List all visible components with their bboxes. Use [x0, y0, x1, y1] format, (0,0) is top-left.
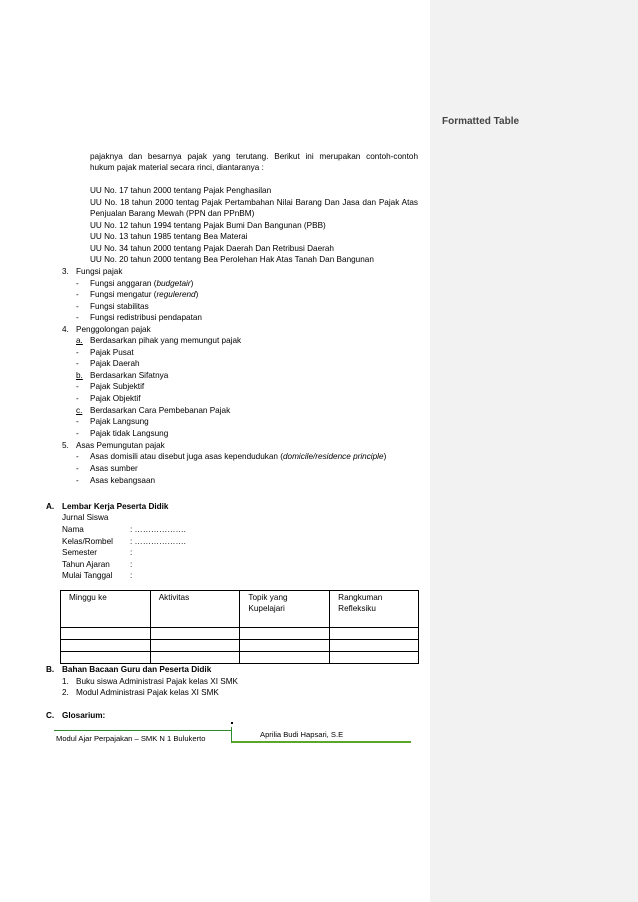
- group-item: Pajak Subjektif: [90, 382, 145, 391]
- table-cell[interactable]: [330, 628, 419, 640]
- table-header-cell[interactable]: Rangkuman Refleksiku: [330, 591, 419, 628]
- table-cell[interactable]: [240, 652, 330, 664]
- group-letter: c.: [76, 406, 83, 415]
- field-label: Kelas/Rombel: [62, 537, 113, 546]
- field-value: :: [130, 571, 133, 580]
- law-item: UU No. 12 tahun 1994 tentang Pajak Bumi Dan Bangunan (PBB): [90, 221, 326, 230]
- bullet-dash: -: [76, 429, 79, 438]
- bullet-dash: -: [76, 290, 79, 299]
- table-cell[interactable]: [150, 640, 240, 652]
- table-cell[interactable]: [150, 628, 240, 640]
- jurnal-table: [60, 590, 419, 664]
- section-b-letter: B.: [46, 665, 55, 674]
- penggolongan-title: Penggolongan pajak: [76, 325, 151, 334]
- section-c-title: Glosarium:: [62, 711, 106, 720]
- group-title: Berdasarkan Sifatnya: [90, 371, 169, 380]
- field-label: Tahun Ajaran: [62, 560, 110, 569]
- field-value: : ……………….: [130, 537, 186, 546]
- bullet-dash: -: [76, 452, 79, 461]
- bullet-dash: -: [76, 302, 79, 311]
- list-number: 5.: [62, 441, 69, 450]
- table-row: [61, 652, 419, 664]
- bullet-dash: -: [76, 394, 79, 403]
- list-number: 1.: [62, 677, 69, 686]
- field-label: Mulai Tanggal: [62, 571, 113, 580]
- asas-item: Asas kebangsaan: [90, 476, 156, 485]
- footer-mark: [231, 722, 233, 724]
- bullet-dash: -: [76, 464, 79, 473]
- table-cell[interactable]: [240, 628, 330, 640]
- footer-right-text: Aprilia Budi Hapsari, S.E: [260, 730, 344, 739]
- bullet-dash: -: [76, 348, 79, 357]
- table-row: [61, 628, 419, 640]
- group-item: Pajak Pusat: [90, 348, 134, 357]
- fungsi-title: Fungsi pajak: [76, 267, 123, 276]
- law-item: UU No. 18 tahun 2000 tentag Pajak Pertambahan Nilai Barang Dan Jasa dan Pajak Atas: [90, 198, 418, 207]
- law-item: UU No. 17 tahun 2000 tentang Pajak Penghasilan: [90, 186, 272, 195]
- section-a-subtitle: Jurnal Siswa: [62, 513, 109, 522]
- bullet-dash: -: [76, 279, 79, 288]
- bullet-dash: -: [76, 359, 79, 368]
- section-b-title: Bahan Bacaan Guru dan Peserta Didik: [62, 665, 212, 674]
- law-item: UU No. 34 tahun 2000 tentang Pajak Daerah Dan Retribusi Daerah: [90, 244, 334, 253]
- field-label: Nama: [62, 525, 84, 534]
- reading-item: Buku siswa Administrasi Pajak kelas XI SMK: [76, 677, 238, 686]
- comment-margin-pane: [430, 0, 638, 902]
- group-item: Pajak Objektif: [90, 394, 141, 403]
- list-number: 4.: [62, 325, 69, 334]
- list-number: 3.: [62, 267, 69, 276]
- table-cell[interactable]: [330, 652, 419, 664]
- field-value: :: [130, 560, 133, 569]
- group-item: Pajak Daerah: [90, 359, 140, 368]
- table-row: [61, 640, 419, 652]
- table-header-cell[interactable]: Aktivitas: [150, 591, 240, 628]
- group-title: Berdasarkan Cara Pembebanan Pajak: [90, 406, 231, 415]
- table-cell[interactable]: [150, 652, 240, 664]
- fungsi-item: Fungsi redistribusi pendapatan: [90, 313, 202, 322]
- reading-item: Modul Administrasi Pajak kelas XI SMK: [76, 688, 219, 697]
- bullet-dash: -: [76, 417, 79, 426]
- group-letter: a.: [76, 336, 83, 345]
- list-number: 2.: [62, 688, 69, 697]
- footer-left-box: [54, 730, 231, 744]
- field-value: :: [130, 548, 133, 557]
- table-cell[interactable]: [240, 640, 330, 652]
- fungsi-item: Fungsi stabilitas: [90, 302, 149, 311]
- section-a-letter: A.: [46, 502, 55, 511]
- intro-line-1: pajaknya dan besarnya pajak yang terutang. Berikut ini merupakan contoh-contoh: [90, 152, 418, 161]
- law-item: Penjualan Barang Mewah (PPN dan PPnBM): [90, 209, 255, 218]
- fungsi-item: Fungsi anggaran (budgetair): [90, 279, 194, 288]
- table-header-cell[interactable]: Topik yang Kupelajari: [240, 591, 330, 628]
- footer-right-box: [231, 727, 411, 743]
- table-cell[interactable]: [61, 652, 151, 664]
- bullet-dash: -: [76, 313, 79, 322]
- asas-item: Asas sumber: [90, 464, 138, 473]
- asas-title: Asas Pemungutan pajak: [76, 441, 165, 450]
- asas-item: Asas domisili atau disebut juga asas kependudukan (domicile/residence principle): [90, 452, 387, 461]
- bullet-dash: -: [76, 382, 79, 391]
- group-item: Pajak tidak Langsung: [90, 429, 169, 438]
- table-cell[interactable]: [61, 628, 151, 640]
- law-item: UU No. 20 tahun 2000 tentang Bea Perolehan Hak Atas Tanah Dan Bangunan: [90, 255, 374, 264]
- footer-left-text: Modul Ajar Perpajakan – SMK N 1 Bulukerto: [56, 734, 206, 743]
- intro-line-2: hukum pajak material secara rinci, diantaranya :: [90, 163, 264, 172]
- table-header-cell[interactable]: Minggu ke: [61, 591, 151, 628]
- table-header-row: [61, 591, 419, 628]
- fungsi-item: Fungsi mengatur (regulerend): [90, 290, 199, 299]
- group-letter: b.: [76, 371, 83, 380]
- section-c-letter: C.: [46, 711, 55, 720]
- field-value: : ……………….: [130, 525, 186, 534]
- bullet-dash: -: [76, 476, 79, 485]
- group-item: Pajak Langsung: [90, 417, 149, 426]
- section-a-title: Lembar Kerja Peserta Didik: [62, 502, 169, 511]
- group-title: Berdasarkan pihak yang memungut pajak: [90, 336, 242, 345]
- table-cell[interactable]: [330, 640, 419, 652]
- table-cell[interactable]: [61, 640, 151, 652]
- law-item: UU No. 13 tahun 1985 tentang Bea Materai: [90, 232, 248, 241]
- field-label: Semester: [62, 548, 98, 557]
- comment-label[interactable]: Formatted Table: [442, 116, 520, 127]
